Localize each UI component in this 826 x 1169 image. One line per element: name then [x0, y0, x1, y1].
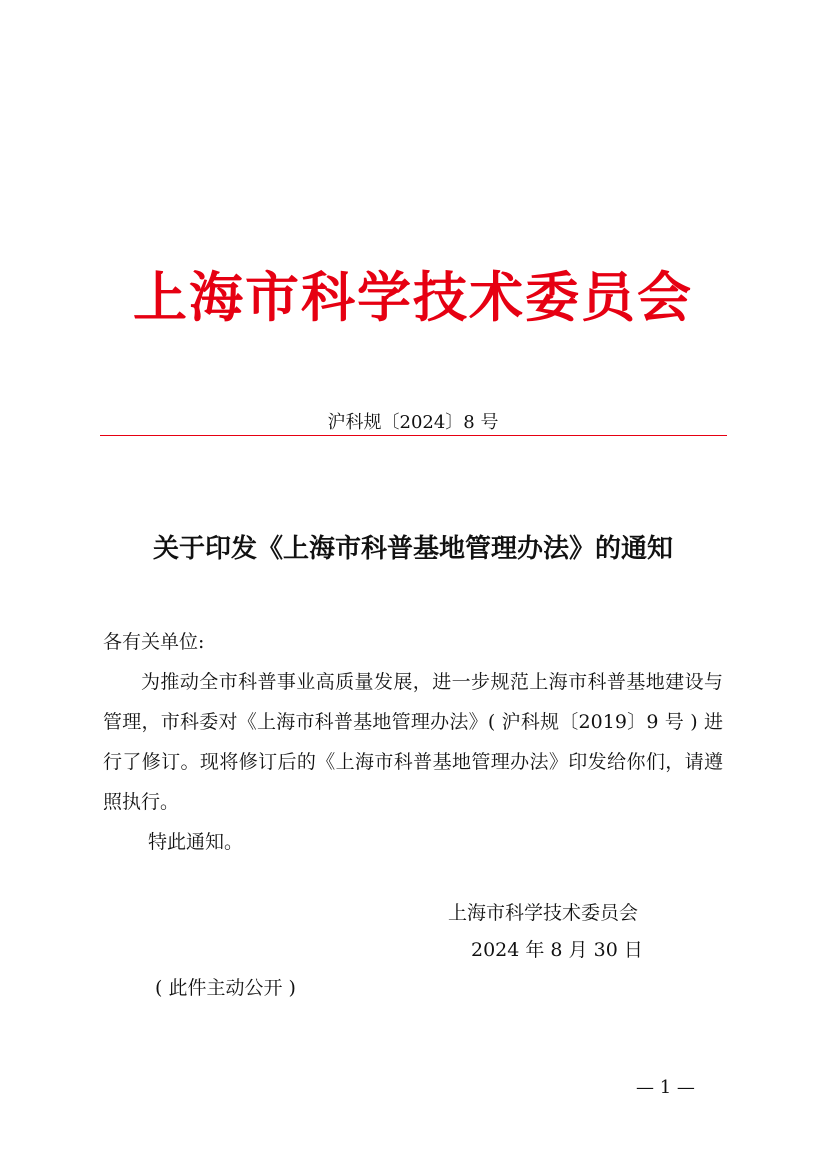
document-number: 沪科规〔2024〕8 号: [327, 412, 499, 433]
signature-date: 2024 年 8 月 30 日: [471, 939, 643, 961]
signature-organization: 上海市科学技术委员会: [448, 902, 639, 924]
document-title: 关于印发《上海市科普基地管理办法》的通知: [152, 534, 673, 564]
closing-line: 特此通知。: [148, 831, 244, 853]
public-disclosure-note: ( 此件主动公开 ): [155, 977, 296, 999]
salutation: 各有关单位:: [103, 631, 205, 653]
body-paragraph: 为推动全市科普事业高质量发展，进一步规范上海市科普基地建设与管理，市科委对《上海市科普基地管理办法》( 沪科规〔2019〕9 号 ) 进行了修订。现将修订后的《上海市科普基地管理办法》印发给你们，请遵照执行。: [103, 671, 723, 813]
page-number: — 1 —: [636, 1077, 695, 1098]
issuer-header: 上海市科学技术委员会: [133, 265, 693, 329]
red-divider-line: [100, 435, 727, 436]
